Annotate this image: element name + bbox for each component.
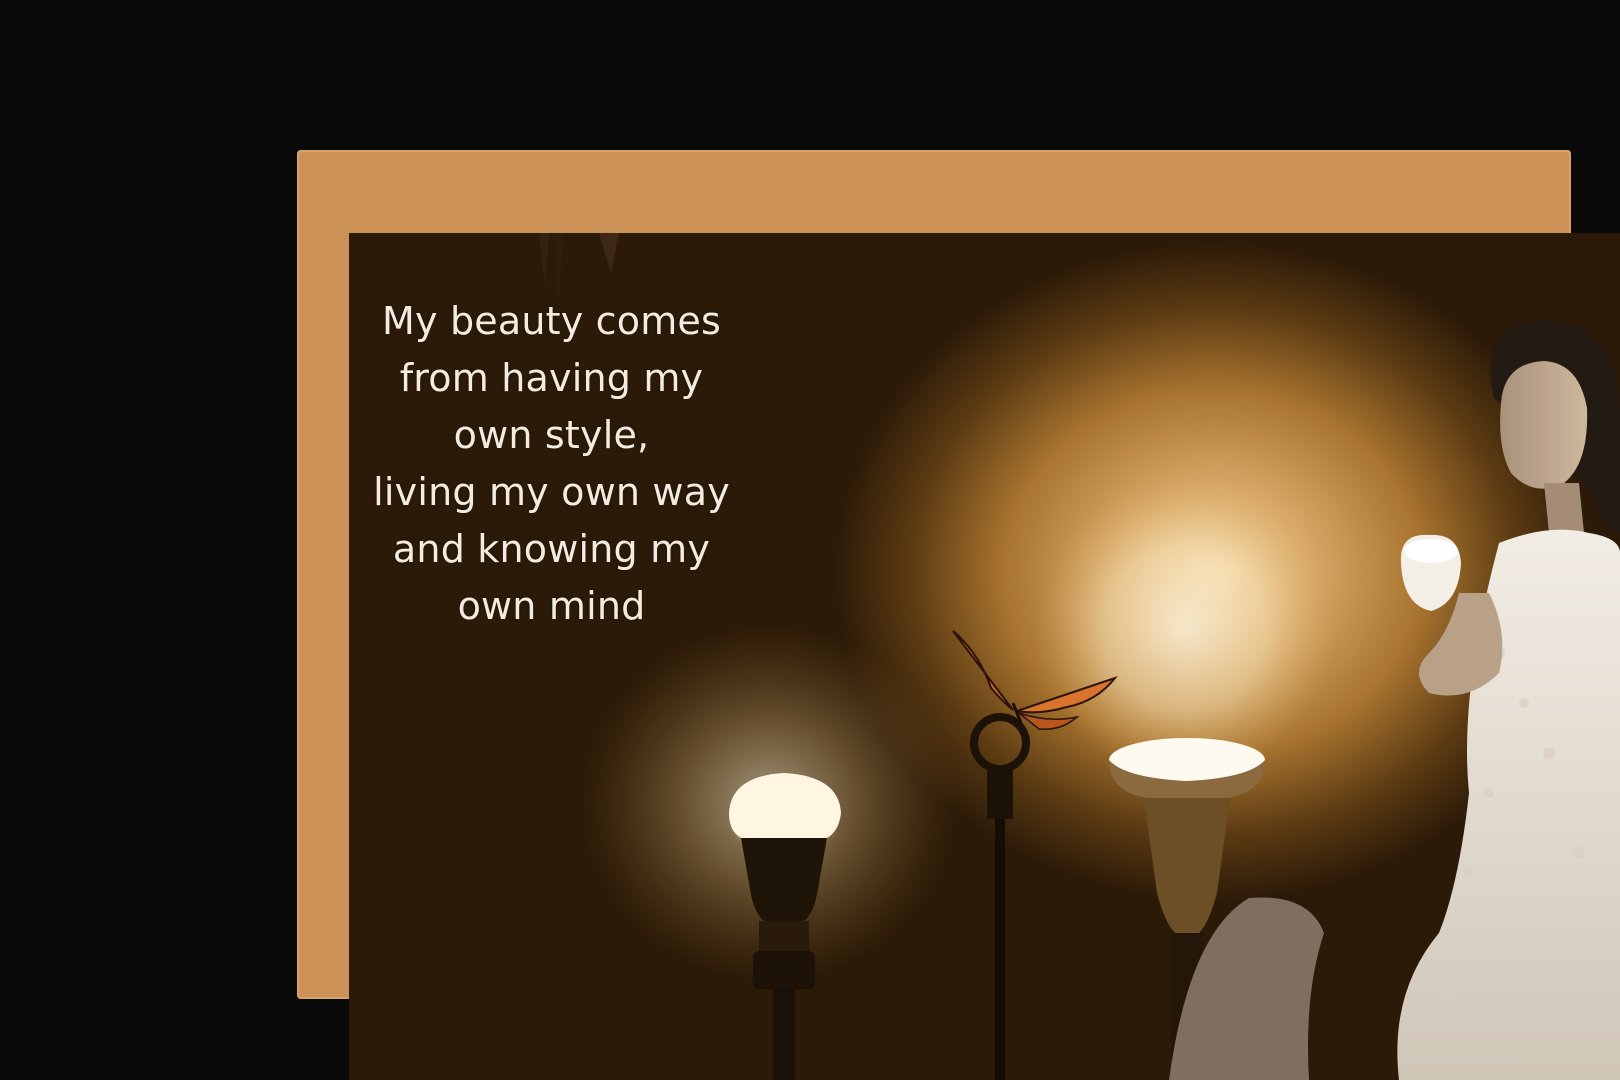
quote-line: own mind xyxy=(457,584,646,628)
quote-line: My beauty comes xyxy=(381,299,722,343)
quote-line: living my own way xyxy=(373,470,730,514)
quote-line: own style, xyxy=(453,413,650,457)
photo xyxy=(349,233,1620,1080)
quote-text xyxy=(349,293,754,635)
lamp-glow xyxy=(1034,478,1334,778)
quote-line: from having my xyxy=(399,356,704,400)
quote-line: and knowing my xyxy=(392,527,711,571)
